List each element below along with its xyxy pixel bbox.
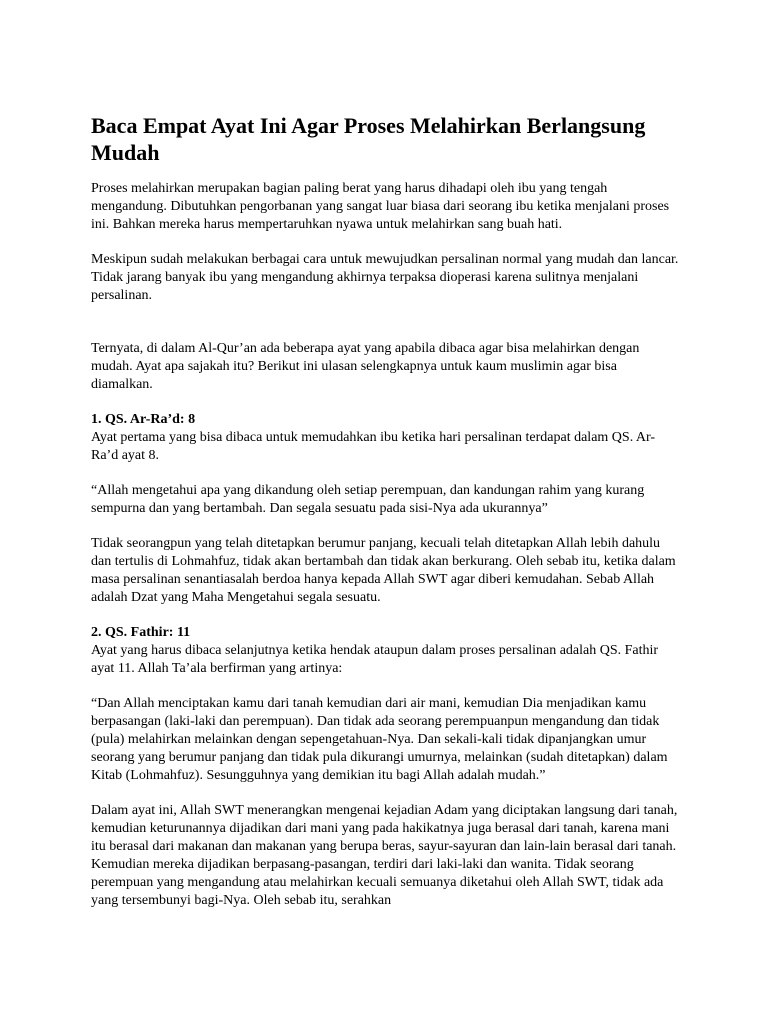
section-heading: 2. QS. Fathir: 11	[91, 625, 191, 640]
section-paragraph: Ayat yang harus dibaca selanjutnya ketika hendak ataupun dalam proses persalinan adalah QS. Fathir ayat 11. Allah Ta’ala berfirman yang artinya:	[91, 643, 659, 676]
section-fathir	[91, 624, 681, 910]
intro-paragraph: Proses melahirkan merupakan bagian paling berat yang harus dihadapi oleh ibu yang tengah mengandung. Dibutuhkan pengorbanan yang sangat luar biasa dari seorang ibu ketika menjalani proses ini. Bahkan mereka harus mempertaruhkan nyawa untuk melahirkan sang buah hati.	[91, 181, 670, 232]
section-ar-rad	[91, 411, 681, 607]
section-paragraph: Dalam ayat ini, Allah SWT menerangkan mengenai kejadian Adam yang diciptakan langsung dari tanah, kemudian keturunannya dijadikan dari mani yang pada hakikatnya juga berasal dari tanah, karena mani itu berasal dari makanan dan makanan yang berupa beras, sayur-sayuran dan lain-lain berasal dari tanah. Kemudian mereka dijadikan berpasang-pasangan, terdiri dari laki-laki dan wanita. Tidak seorang perempuan yang mengandung atau melahirkan kecuali semuanya diketahui oleh Allah SWT, tidak ada yang tersembunyi bagi-Nya. Oleh sebab itu, serahkan	[91, 803, 678, 908]
section-paragraph: Ayat pertama yang bisa dibaca untuk memudahkan ibu ketika hari persalinan terdapat dalam QS. Ar-Ra’d ayat 8.	[91, 430, 656, 463]
quote-paragraph: “Allah mengetahui apa yang dikandung oleh setiap perempuan, dan kandungan rahim yang kurang sempurna dan yang bertambah. Dan segala sesuatu pada sisi-Nya ada ukurannya”	[91, 483, 645, 516]
section-heading: 1. QS. Ar-Ra’d: 8	[91, 412, 196, 427]
document-page	[91, 112, 681, 927]
section-paragraph: Tidak seorangpun yang telah ditetapkan berumur panjang, kecuali telah ditetapkan Allah lebih dahulu dan tertulis di Lohmahfuz, tidak akan bertambah dan tidak akan berkurang. Oleh sebab itu, ketika dalam masa persalinan senantiasalah berdoa hanya kepada Allah SWT agar diberi kemudahan. Sebab Allah adalah Dzat yang Maha Mengetahui segala sesuatu.	[91, 536, 676, 605]
article-title: Baca Empat Ayat Ini Agar Proses Melahirkan Berlangsung Mudah	[91, 113, 646, 165]
intro-paragraph: Meskipun sudah melakukan berbagai cara untuk mewujudkan persalinan normal yang mudah dan lancar. Tidak jarang banyak ibu yang mengandung akhirnya terpaksa dioperasi karena sulitnya menjalani persalinan.	[91, 252, 679, 303]
quote-paragraph: “Dan Allah menciptakan kamu dari tanah kemudian dari air mani, kemudian Dia menjadikan kamu berpasangan (laki-laki dan perempuan). Dan tidak ada seorang perempuanpun mengandung dan tidak (pula) melahirkan melainkan dengan sepengetahuan-Nya. Dan sekali-kali tidak dipanjangkan umur seorang yang berumur panjang dan tidak pula dikurangi umurnya, melainkan (sudah ditetapkan) dalam Kitab (Lohmahfuz). Sesungguhnya yang demikian itu bagi Allah adalah mudah.”	[91, 696, 668, 783]
intro-paragraph: Ternyata, di dalam Al-Qur’an ada beberapa ayat yang apabila dibaca agar bisa melahirkan dengan mudah. Ayat apa sajakah itu? Berikut ini ulasan selengkapnya untuk kaum muslimin agar bisa diamalkan.	[91, 341, 640, 392]
